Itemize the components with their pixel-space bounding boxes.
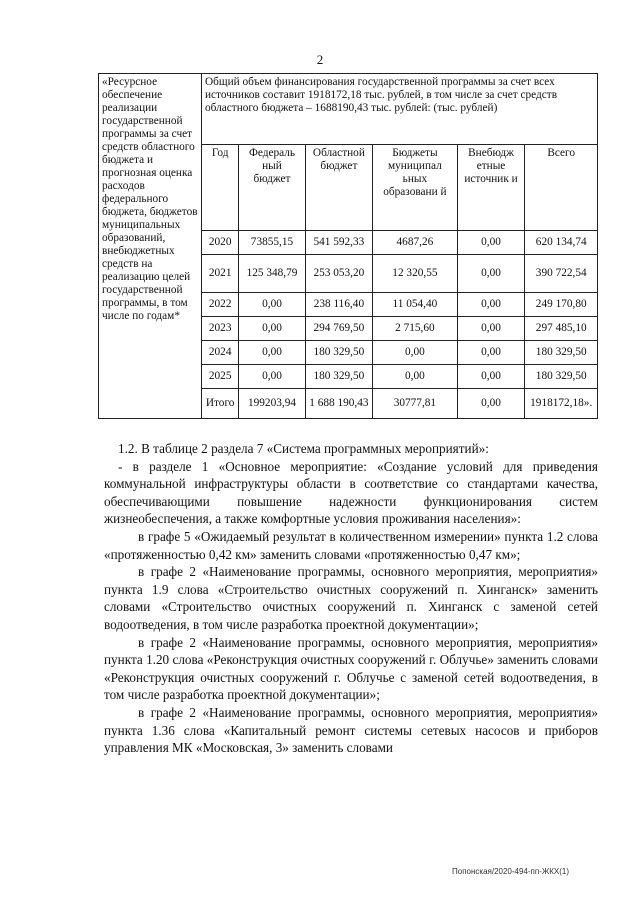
cell: 0,00 (239, 365, 305, 389)
header-extrabudget: Внебюдж етные источник и (457, 145, 525, 231)
cell: 2 715,60 (373, 317, 457, 341)
paragraph: в графе 2 «Наименование программы, основного мероприятия, мероприятия» пункта 1.36 слова «Капитальный ремонт системы сетевых насосов и приборов управления МК «Московская, 3» заменить словами (104, 704, 598, 756)
cell: 0,00 (457, 341, 525, 365)
financing-summary: Общий объем финансирования государственной программы за счет всех источников составит 1918172,18 тыс. рублей, в том числе за счет средств областного бюджета – 1688190,43 тыс. рублей: (тыс. рублей) (202, 74, 598, 145)
cell: 0,00 (373, 365, 457, 389)
cell: 11 054,40 (373, 293, 457, 317)
cell: 73855,15 (239, 231, 305, 255)
cell: 297 485,10 (525, 317, 598, 341)
cell: 0,00 (457, 293, 525, 317)
header-year: Год (202, 145, 239, 231)
paragraph: в графе 2 «Наименование программы, основного мероприятия, мероприятия» пункта 1.9 слова «Строительство очистных сооружений п. Хинганск» заменить словами «Строительство очистных сооружений п. Хинганск с заменой сетей водоотведения, в том числе разработка проектной документации»; (104, 564, 598, 632)
cell: 0,00 (457, 365, 525, 389)
header-federal: Федераль ный бюджет (239, 145, 305, 231)
paragraph: 1.2. В таблице 2 раздела 7 «Система программных мероприятий»: (118, 441, 489, 456)
cell: 2020 (202, 231, 239, 255)
financing-table (98, 73, 598, 419)
cell: 0,00 (457, 389, 525, 419)
paragraph: в графе 5 «Ожидаемый результат в количественном измерении» пункта 1.2 слова «протяженностью 0,42 км» заменить словами «протяженностью 0,47 км»; (104, 528, 598, 562)
cell: 541 592,33 (305, 231, 373, 255)
cell: 253 053,20 (305, 255, 373, 293)
header-regional: Областной бюджет (305, 145, 373, 231)
cell: 180 329,50 (305, 365, 373, 389)
cell: 0,00 (239, 317, 305, 341)
cell: 2024 (202, 341, 239, 365)
cell: 199203,94 (239, 389, 305, 419)
cell: 0,00 (239, 341, 305, 365)
cell: 180 329,50 (525, 341, 598, 365)
cell: 0,00 (457, 317, 525, 341)
resource-label: «Ресурсное обеспечение реализации государственной программы за счет средств областного бюджета и прогнозная оценка расходов федерального бюджета, бюджетов муниципальных образований, внебюджетных средств на реализацию целей государственной программы, в том числе по годам* (99, 74, 202, 419)
cell: 390 722,54 (525, 255, 598, 293)
cell: 1 688 190,43 (305, 389, 373, 419)
cell: 125 348,79 (239, 255, 305, 293)
cell: 2021 (202, 255, 239, 293)
header-municipal: Бюджеты муниципал ьных образовани й (373, 145, 457, 231)
cell: 238 116,40 (305, 293, 373, 317)
cell: 0,00 (457, 255, 525, 293)
footer-code: Попонская/2020-494-пп-ЖКХ(1) (452, 867, 570, 876)
cell: 2025 (202, 365, 239, 389)
paragraph: - в разделе 1 «Основное мероприятие: «Создание условий для приведения коммунальной инфраструктуры области в соответствие со стандартами качества, обеспечивающими повышение надежности функционирования систем жизнеобеспечения, а также комфортные условия проживания населения»: (104, 458, 598, 527)
page-number: 2 (316, 52, 324, 67)
cell: 620 134,74 (525, 231, 598, 255)
cell: 1918172,18». (525, 389, 598, 419)
cell: 0,00 (373, 341, 457, 365)
cell: 180 329,50 (305, 341, 373, 365)
cell: 294 769,50 (305, 317, 373, 341)
cell: 0,00 (239, 293, 305, 317)
cell: Итого (202, 389, 239, 419)
cell: 2023 (202, 317, 239, 341)
cell: 30777,81 (373, 389, 457, 419)
paragraph: в графе 2 «Наименование программы, основного мероприятия, мероприятия» пункта 1.20 слова «Реконструкция очистных сооружений г. Облучье» заменить словами «Реконструкция очистных сооружений г. Облучье с заменой сетей водоотведения, в том числе разработка проектной документации»; (104, 634, 598, 703)
header-total: Всего (525, 145, 598, 231)
cell: 249 170,80 (525, 293, 598, 317)
cell: 12 320,55 (373, 255, 457, 293)
cell: 0,00 (457, 231, 525, 255)
cell: 180 329,50 (525, 365, 598, 389)
cell: 4687,26 (373, 231, 457, 255)
cell: 2022 (202, 293, 239, 317)
body-text (104, 440, 598, 757)
